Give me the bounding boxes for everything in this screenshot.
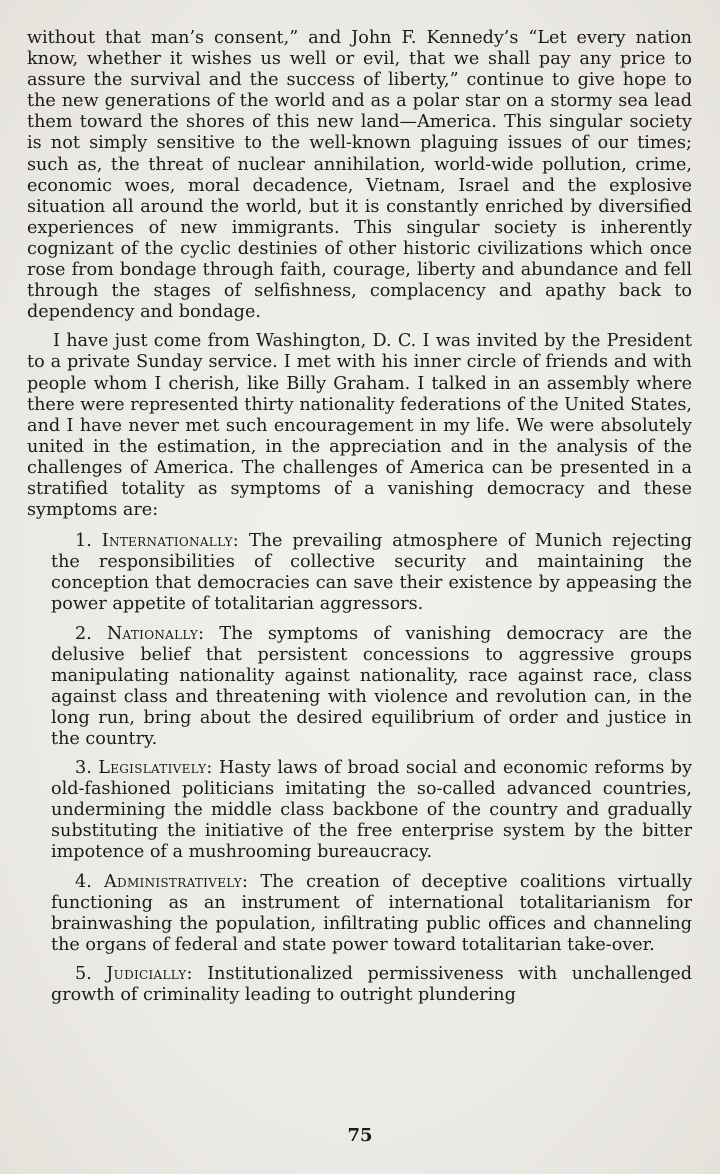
list-item-number: 5. (75, 963, 92, 984)
list-item-text: The prevailing atmosphere of Munich rejecting the responsibilities of collective security and maintaining the conception that democracies can save their existence by appeasing the power appetite of totalitarian aggressors. (51, 531, 693, 615)
list-item-term: Administratively: (104, 871, 249, 892)
list-item (27, 872, 692, 956)
list-item-text: The symptoms of vanishing democracy are the delusive belief that persistent concessions to aggressive groups manipulating nationality against nationality, race against race, class against class and threatening with violence and revolution can, in the long run, bring about the desired equilibrium of order and justice in the country. (51, 623, 693, 749)
body-paragraph: without that man’s consent,” and John F. Kennedy’s “Let every nation know, whether it wishes us well or evil, that we shall pay any price to assure the survival and the success of liberty,” continue to give hope to the new generations of the world and as a polar star on a stormy sea lead them toward the shores of this new land—America. This singular society is not simply sensitive to the well-known plaguing issues of our times; such as, the threat of nuclear annihilation, world-wide pollution, crime, economic woes, moral decadence, Vietnam, Israel and the explosive situation all around the world, but it is constantly enriched by diversified experiences of new immigrants. This singular society is inherently cognizant of the cyclic destinies of other historic civilizations which once rose from bondage through faith, courage, liberty and abundance and fell through the stages of selfishness, complacency and apathy back to dependency and bondage. (27, 28, 692, 323)
list-item-text: Institutionalized permissiveness with unchallenged growth of criminality leading to outright plundering (51, 963, 693, 1006)
list-item-text: Hasty laws of broad social and economic reforms by old-fashioned politicians imitating the so-called advanced countries, undermining the middle class backbone of the country and gradually substituting the initiative of the free enterprise system by the bitter impotence of a mushrooming bureaucracy. (51, 758, 693, 863)
list-item-number: 4. (75, 871, 92, 892)
list-item-term: Nationally: (106, 623, 205, 644)
body-paragraph: I have just come from Washington, D. C. I was invited by the President to a private Sunday service. I met with his inner circle of friends and with people whom I cherish, like Billy Graham. I talked in an assembly where there were represented thirty nationality federations of the United States, and I have never met such encouragement in my life. We were absolutely united in the estimation, in the appreciation and in the analysis of the challenges of America. The challenges of America can be presented in a stratified totality as symptoms of a vanishing democracy and these symptoms are: (27, 331, 692, 521)
list-item-number: 1. (75, 531, 92, 552)
page-number: 75 (347, 1125, 373, 1146)
list-item-number: 3. (75, 758, 92, 779)
symptoms-list (27, 531, 692, 1006)
list-item (27, 624, 692, 751)
list-item-term: Legislatively: (98, 758, 213, 779)
list-item-term: Judicially: (106, 963, 193, 984)
list-item (27, 964, 692, 1006)
list-item-text: The creation of deceptive coalitions virtually functioning as an instrument of international totalitarianism for brainwashing the population, infiltrating public offices and channeling the organs of federal and state power toward totalitarian take-over. (51, 871, 693, 955)
list-item (27, 531, 692, 615)
list-item (27, 758, 692, 863)
list-item-term: Internationally: (101, 531, 240, 552)
list-item-number: 2. (75, 623, 92, 644)
